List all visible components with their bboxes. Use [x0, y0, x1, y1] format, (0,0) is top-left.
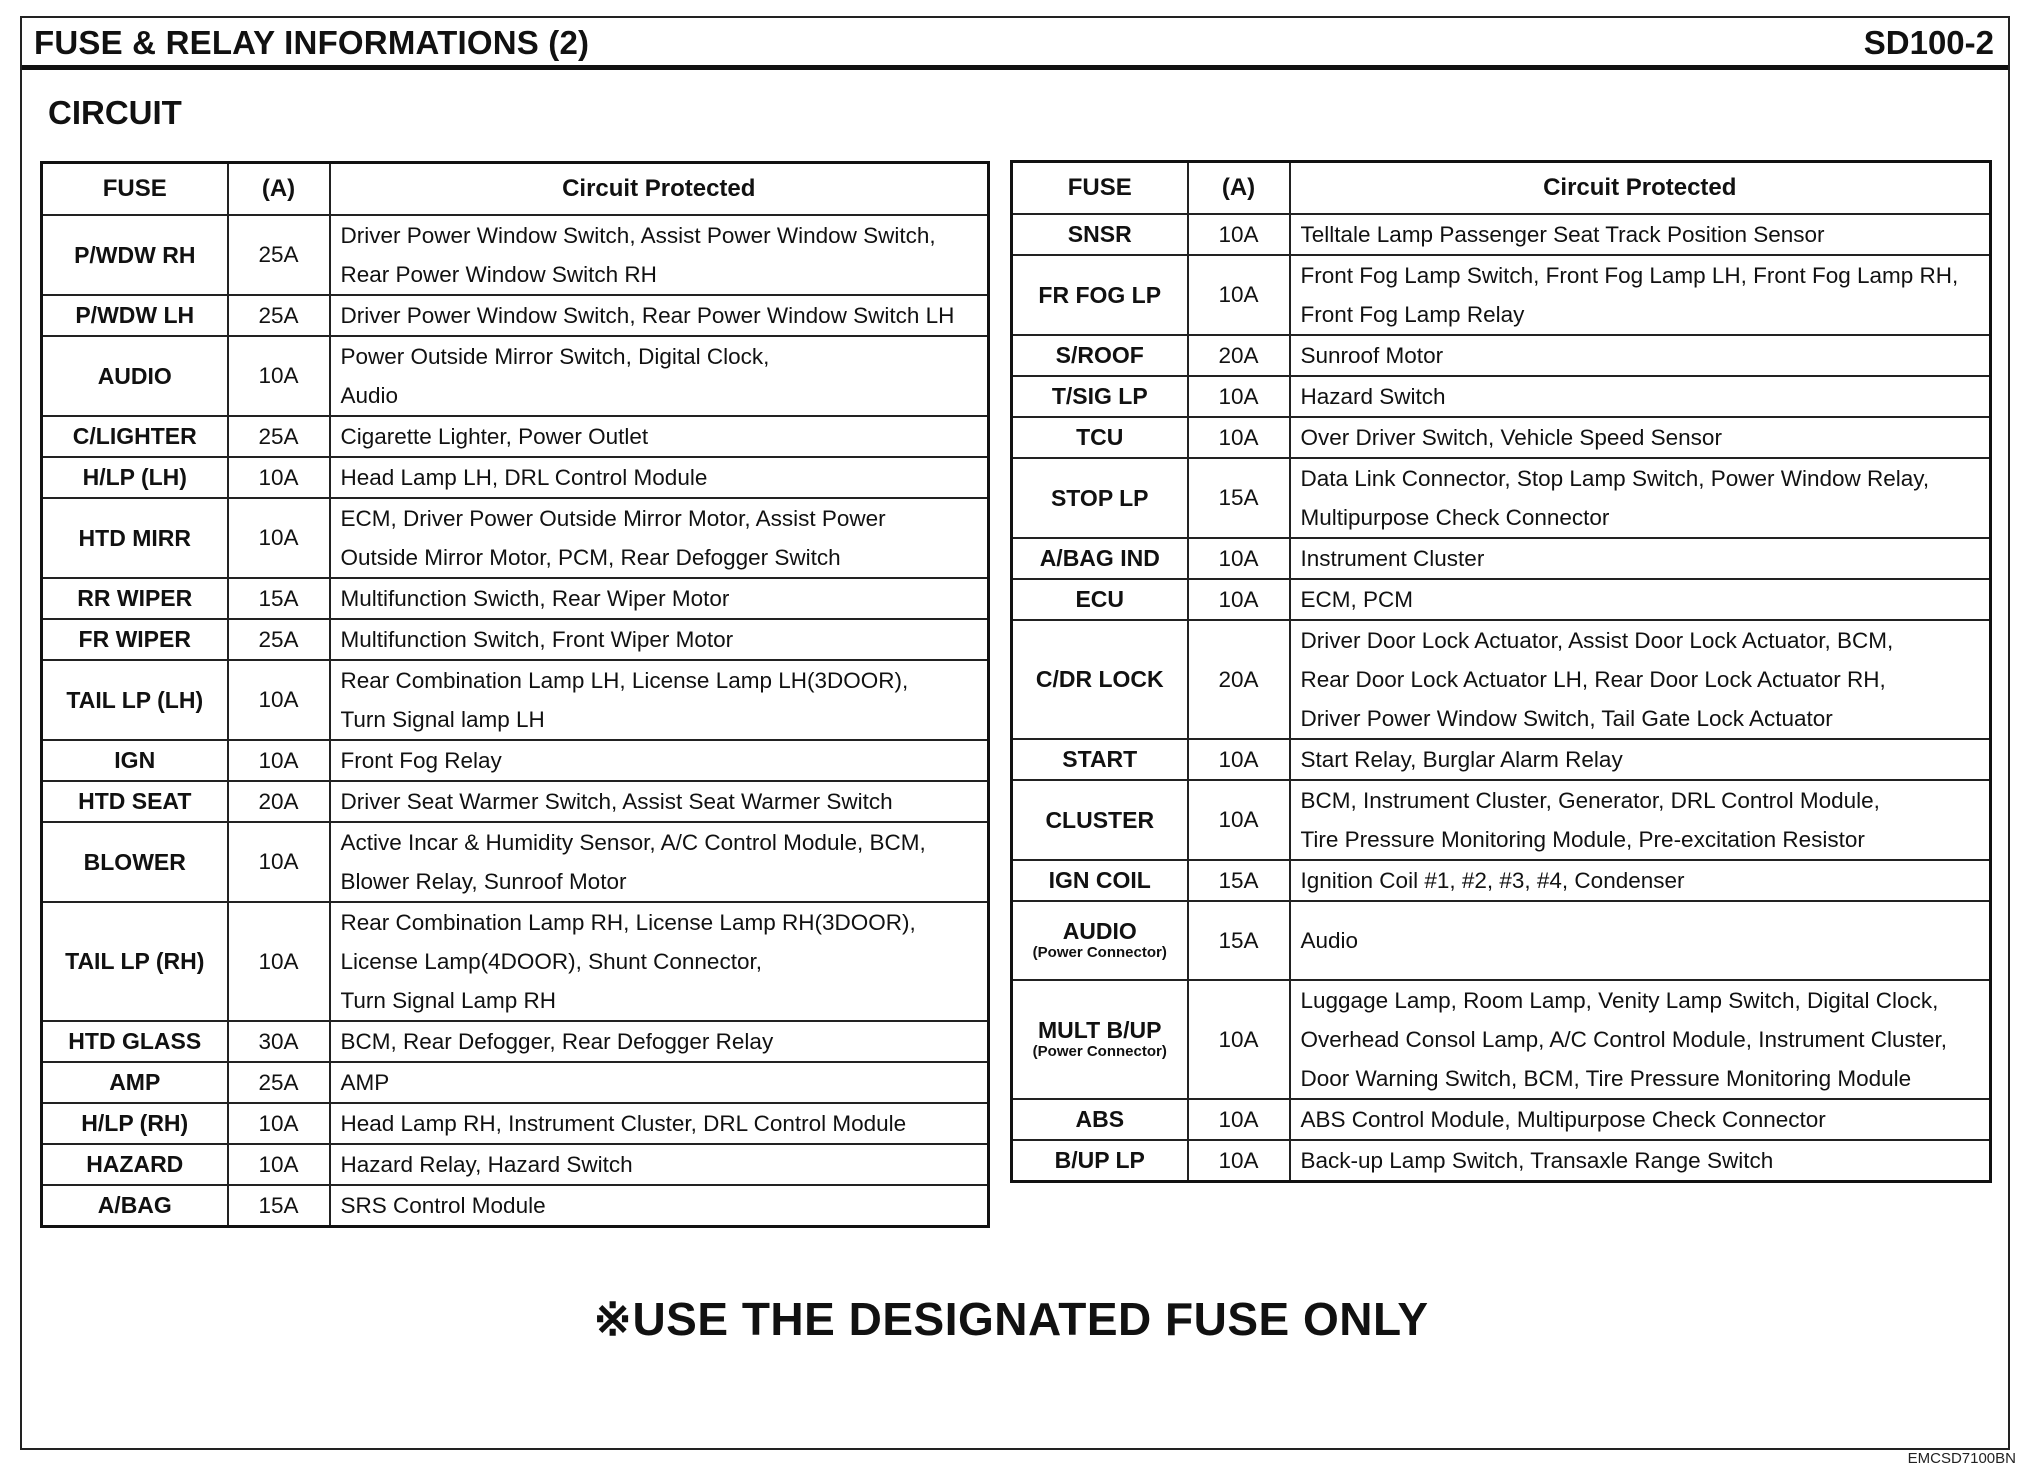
fuse-column-header: FUSE: [42, 163, 228, 215]
fuse-name: P/WDW RH: [74, 241, 196, 268]
circuit-protected-cell: [330, 1021, 989, 1062]
circuit-protected-cell: [330, 781, 989, 822]
fuse-name-cell: [1012, 579, 1188, 620]
fuse-name-cell: [42, 1062, 228, 1103]
fuse-name-cell: [42, 416, 228, 457]
fuse-name-cell: [42, 1185, 228, 1227]
fuse-amperage: 10A: [1188, 255, 1290, 335]
fuse-amperage: 10A: [1188, 214, 1290, 255]
circuit-protected-cell: [330, 660, 989, 740]
fuse-amperage: 20A: [1188, 335, 1290, 376]
circuit-line: Multipurpose Check Connector: [1300, 504, 1610, 530]
fuse-amperage: 10A: [1188, 780, 1290, 860]
circuit-column-header: Circuit Protected: [330, 163, 989, 215]
circuit-line: Driver Seat Warmer Switch, Assist Seat Warmer Switch: [340, 788, 893, 814]
circuit-line: Start Relay, Burglar Alarm Relay: [1300, 746, 1623, 772]
circuit-protected-cell: [1290, 1140, 1991, 1182]
circuit-protected-cell: [1290, 417, 1991, 458]
fuse-amperage: 10A: [1188, 1140, 1290, 1182]
fuse-name: SNSR: [1067, 221, 1132, 247]
fuse-name-cell: [1012, 335, 1188, 376]
fuse-name: AUDIO: [97, 362, 172, 389]
fuse-name-cell: [1012, 376, 1188, 417]
fuse-amperage: 10A: [228, 457, 330, 498]
fuse-amperage: 10A: [228, 660, 330, 740]
circuit-line: Rear Power Window Switch RH: [340, 261, 657, 287]
fuse-name: RR WIPER: [77, 585, 193, 611]
circuit-line: Audio: [340, 382, 399, 408]
fuse-amperage: 25A: [228, 416, 330, 457]
table-row: [42, 336, 989, 416]
fuse-amperage: 10A: [228, 902, 330, 1021]
table-row: [1012, 1140, 1991, 1182]
table-row: [1012, 901, 1991, 980]
amp-column-header: (A): [1188, 162, 1290, 214]
circuit-protected-cell: [330, 416, 989, 457]
circuit-protected-cell: [330, 619, 989, 660]
circuit-line: BCM, Instrument Cluster, Generator, DRL Control Module,: [1300, 787, 1880, 813]
fuse-amperage: 10A: [1188, 579, 1290, 620]
circuit-line: Door Warning Switch, BCM, Tire Pressure Monitoring Module: [1300, 1065, 1912, 1091]
circuit-protected-cell: [330, 215, 989, 295]
circuit-line: SRS Control Module: [340, 1192, 546, 1218]
table-row: [1012, 1099, 1991, 1140]
circuit-protected-cell: [1290, 901, 1991, 980]
fuse-name: H/LP (LH): [82, 464, 187, 490]
circuit-protected-cell: [330, 1062, 989, 1103]
fuse-name-cell: [1012, 860, 1188, 901]
circuit-line: Instrument Cluster: [1300, 545, 1485, 571]
table-row: [42, 498, 989, 578]
fuse-name-cell: [1012, 901, 1188, 980]
circuit-protected-cell: [1290, 538, 1991, 579]
circuit-line: Ignition Coil #1, #2, #3, #4, Condenser: [1300, 867, 1685, 893]
circuit-protected-cell: [1290, 860, 1991, 901]
table-row: [42, 1062, 989, 1103]
fuse-name: C/LIGHTER: [72, 423, 197, 449]
footer-code: EMCSD7100BN: [1907, 1450, 2016, 1467]
circuit-line: Outside Mirror Motor, PCM, Rear Defogger Switch: [340, 544, 841, 570]
circuit-line: Overhead Consol Lamp, A/C Control Module, Instrument Cluster,: [1300, 1026, 1948, 1052]
left-table-body: [42, 215, 989, 1227]
amp-column-header: (A): [228, 163, 330, 215]
fuse-amperage: 20A: [1188, 620, 1290, 739]
right-fuse-table: [1010, 160, 1992, 1183]
fuse-name: BLOWER: [83, 848, 186, 875]
circuit-line: Head Lamp RH, Instrument Cluster, DRL Control Module: [340, 1110, 907, 1136]
fuse-name-cell: [42, 498, 228, 578]
table-row: [42, 619, 989, 660]
fuse-name: ABS: [1075, 1106, 1125, 1132]
fuse-amperage: 10A: [228, 1144, 330, 1185]
fuse-name: TAIL LP (RH): [65, 948, 205, 974]
fuse-amperage: 20A: [228, 781, 330, 822]
fuse-name: FR WIPER: [78, 626, 191, 652]
fuse-name: A/BAG: [97, 1192, 172, 1218]
circuit-line: Driver Power Window Switch, Assist Power Window Switch,: [340, 222, 936, 248]
circuit-protected-cell: [1290, 214, 1991, 255]
fuse-name-cell: [1012, 417, 1188, 458]
table-row: [42, 295, 989, 336]
fuse-name: START: [1062, 746, 1138, 772]
table-row: [42, 416, 989, 457]
fuse-name: IGN: [114, 747, 156, 773]
table-row: [42, 660, 989, 740]
fuse-amperage: 15A: [1188, 860, 1290, 901]
circuit-protected-cell: [330, 1144, 989, 1185]
table-row: [1012, 335, 1991, 376]
circuit-line: License Lamp(4DOOR), Shunt Connector,: [340, 948, 762, 974]
circuit-line: Driver Door Lock Actuator, Assist Door Lock Actuator, BCM,: [1300, 627, 1894, 653]
fuse-name: HTD MIRR: [78, 524, 191, 551]
circuit-protected-cell: [330, 1185, 989, 1227]
page-code: SD100-2: [1863, 24, 1994, 61]
table-row: [42, 215, 989, 295]
circuit-protected-cell: [1290, 458, 1991, 538]
table-row: [42, 822, 989, 902]
circuit-line: Power Outside Mirror Switch, Digital Clock,: [340, 343, 770, 369]
circuit-line: ABS Control Module, Multipurpose Check Connector: [1300, 1106, 1826, 1132]
fuse-amperage: 10A: [1188, 1099, 1290, 1140]
table-row: [1012, 860, 1991, 901]
circuit-line: Front Fog Relay: [340, 747, 502, 773]
fuse-column-header: FUSE: [1012, 162, 1188, 214]
fuse-name: HAZARD: [86, 1151, 184, 1177]
fuse-name-cell: [42, 336, 228, 416]
table-row: [42, 1185, 989, 1227]
circuit-line: Blower Relay, Sunroof Motor: [340, 868, 627, 894]
circuit-line: Cigarette Lighter, Power Outlet: [340, 423, 649, 449]
fuse-name: HTD SEAT: [78, 788, 192, 814]
circuit-protected-cell: [330, 1103, 989, 1144]
fuse-name-cell: [42, 619, 228, 660]
circuit-line: Multifunction Switch, Front Wiper Motor: [340, 626, 734, 652]
circuit-protected-cell: [330, 336, 989, 416]
circuit-protected-cell: [1290, 980, 1991, 1099]
table-row: [1012, 458, 1991, 538]
table-row: [1012, 214, 1991, 255]
table-row: [42, 1021, 989, 1062]
circuit-protected-cell: [330, 295, 989, 336]
table-header-row: [42, 163, 989, 215]
circuit-protected-cell: [330, 822, 989, 902]
page-header: [22, 18, 2008, 70]
fuse-name-cell: [1012, 980, 1188, 1099]
fuse-name-cell: [42, 902, 228, 1021]
circuit-line: Driver Power Window Switch, Rear Power Window Switch LH: [340, 302, 955, 328]
circuit-line: Driver Power Window Switch, Tail Gate Lock Actuator: [1300, 705, 1833, 731]
circuit-line: Back-up Lamp Switch, Transaxle Range Switch: [1300, 1147, 1774, 1173]
circuit-protected-cell: [1290, 579, 1991, 620]
fuse-amperage: 25A: [228, 619, 330, 660]
fuse-name: T/SIG LP: [1051, 383, 1148, 409]
circuit-protected-cell: [1290, 376, 1991, 417]
circuit-line: Active Incar & Humidity Sensor, A/C Control Module, BCM,: [340, 829, 926, 855]
fuse-name: P/WDW LH: [75, 302, 195, 328]
fuse-name-cell: [1012, 1099, 1188, 1140]
fuse-amperage: 10A: [228, 336, 330, 416]
table-row: [1012, 538, 1991, 579]
fuse-name-cell: [1012, 214, 1188, 255]
circuit-protected-cell: [330, 740, 989, 781]
circuit-protected-cell: [330, 457, 989, 498]
fuse-name-cell: [1012, 458, 1188, 538]
fuse-amperage: 25A: [228, 215, 330, 295]
fuse-name: TAIL LP (LH): [66, 686, 204, 713]
circuit-line: BCM, Rear Defogger, Rear Defogger Relay: [340, 1028, 774, 1054]
fuse-amperage: 10A: [228, 740, 330, 781]
fuse-amperage: 15A: [228, 578, 330, 619]
fuse-name-cell: [42, 295, 228, 336]
fuse-name: C/DR LOCK: [1035, 666, 1164, 692]
fuse-name-cell: [1012, 739, 1188, 780]
fuse-name: HTD GLASS: [68, 1028, 202, 1054]
left-fuse-table: [40, 161, 990, 1228]
table-row: [42, 902, 989, 1021]
circuit-line: ECM, Driver Power Outside Mirror Motor, Assist Power: [340, 505, 886, 531]
fuse-amperage: 25A: [228, 295, 330, 336]
fuse-amperage: 15A: [1188, 901, 1290, 980]
circuit-line: Multifunction Swicth, Rear Wiper Motor: [340, 585, 730, 611]
fuse-subtitle: (Power Connector): [1032, 944, 1167, 961]
circuit-line: Tire Pressure Monitoring Module, Pre-excitation Resistor: [1300, 826, 1865, 852]
table-row: [1012, 980, 1991, 1099]
fuse-amperage: 10A: [1188, 417, 1290, 458]
table-row: [1012, 780, 1991, 860]
fuse-name: B/UP LP: [1054, 1147, 1145, 1173]
table-row: [42, 781, 989, 822]
circuit-line: Sunroof Motor: [1300, 342, 1444, 368]
fuse-amperage: 10A: [228, 822, 330, 902]
circuit-protected-cell: [1290, 255, 1991, 335]
fuse-name-cell: [1012, 538, 1188, 579]
fuse-name: H/LP (RH): [81, 1110, 189, 1136]
circuit-line: Hazard Switch: [1300, 383, 1446, 409]
fuse-name-cell: [42, 822, 228, 902]
table-row: [42, 740, 989, 781]
circuit-line: Rear Combination Lamp RH, License Lamp RH(3DOOR),: [340, 909, 916, 935]
fuse-name: FR FOG LP: [1038, 281, 1162, 308]
designated-fuse-notice: ※USE THE DESIGNATED FUSE ONLY: [593, 1293, 1429, 1345]
fuse-name-cell: [42, 1021, 228, 1062]
fuse-amperage: 10A: [1188, 739, 1290, 780]
circuit-protected-cell: [330, 498, 989, 578]
circuit-line: Data Link Connector, Stop Lamp Switch, Power Window Relay,: [1300, 465, 1930, 491]
circuit-line: Front Fog Lamp Relay: [1300, 301, 1525, 327]
fuse-name-cell: [1012, 255, 1188, 335]
table-row: [1012, 579, 1991, 620]
fuse-name: A/BAG IND: [1039, 545, 1160, 571]
fuse-name: ECU: [1075, 586, 1125, 612]
table-row: [42, 1144, 989, 1185]
fuse-amperage: 10A: [1188, 376, 1290, 417]
right-table-body: [1012, 214, 1991, 1182]
circuit-line: Front Fog Lamp Switch, Front Fog Lamp LH, Front Fog Lamp RH,: [1300, 262, 1959, 288]
table-header-row: [1012, 162, 1991, 214]
fuse-name: IGN COIL: [1048, 867, 1151, 893]
fuse-name-cell: [1012, 780, 1188, 860]
fuse-name-cell: [42, 781, 228, 822]
table-row: [42, 1103, 989, 1144]
table-row: [1012, 620, 1991, 739]
circuit-line: Rear Door Lock Actuator LH, Rear Door Lock Actuator RH,: [1300, 666, 1886, 692]
circuit-line: Telltale Lamp Passenger Seat Track Position Sensor: [1300, 221, 1825, 247]
circuit-line: Hazard Relay, Hazard Switch: [340, 1151, 633, 1177]
circuit-protected-cell: [1290, 335, 1991, 376]
circuit-line: Over Driver Switch, Vehicle Speed Sensor: [1300, 424, 1722, 450]
fuse-name: AMP: [109, 1069, 161, 1095]
table-row: [1012, 417, 1991, 458]
circuit-protected-cell: [1290, 739, 1991, 780]
fuse-name-cell: [42, 215, 228, 295]
section-title: CIRCUIT: [48, 94, 182, 131]
circuit-line: Turn Signal lamp LH: [340, 706, 545, 732]
fuse-name: MULT B/UP: [1037, 1017, 1162, 1043]
circuit-line: Head Lamp LH, DRL Control Module: [340, 464, 708, 490]
circuit-line: ECM, PCM: [1300, 586, 1413, 612]
table-row: [42, 457, 989, 498]
fuse-name-cell: [42, 1144, 228, 1185]
fuse-name-cell: [42, 660, 228, 740]
circuit-line: Luggage Lamp, Room Lamp, Venity Lamp Switch, Digital Clock,: [1300, 987, 1939, 1013]
fuse-amperage: 15A: [228, 1185, 330, 1227]
fuse-name-cell: [42, 457, 228, 498]
table-row: [1012, 376, 1991, 417]
fuse-name-cell: [42, 1103, 228, 1144]
circuit-protected-cell: [1290, 1099, 1991, 1140]
fuse-amperage: 10A: [228, 498, 330, 578]
fuse-amperage: 10A: [228, 1103, 330, 1144]
fuse-name: S/ROOF: [1055, 342, 1144, 368]
fuse-name: CLUSTER: [1045, 806, 1155, 833]
fuse-name-cell: [42, 740, 228, 781]
circuit-line: Turn Signal Lamp RH: [340, 987, 557, 1013]
fuse-name-cell: [42, 578, 228, 619]
fuse-subtitle: (Power Connector): [1032, 1043, 1167, 1060]
fuse-amperage: 25A: [228, 1062, 330, 1103]
fuse-amperage: 30A: [228, 1021, 330, 1062]
fuse-amperage: 10A: [1188, 538, 1290, 579]
circuit-protected-cell: [1290, 780, 1991, 860]
page-title: FUSE & RELAY INFORMATIONS (2): [34, 24, 590, 61]
fuse-amperage: 10A: [1188, 980, 1290, 1099]
fuse-name-cell: [1012, 620, 1188, 739]
fuse-name: AUDIO: [1062, 918, 1137, 944]
fuse-amperage: 15A: [1188, 458, 1290, 538]
circuit-line: Rear Combination Lamp LH, License Lamp LH(3DOOR),: [340, 667, 909, 693]
fuse-name-cell: [1012, 1140, 1188, 1182]
circuit-line: AMP: [340, 1069, 390, 1095]
table-row: [42, 578, 989, 619]
fuse-name: TCU: [1076, 424, 1124, 450]
circuit-protected-cell: [330, 578, 989, 619]
table-row: [1012, 255, 1991, 335]
fuse-name: STOP LP: [1050, 484, 1149, 511]
circuit-protected-cell: [1290, 620, 1991, 739]
circuit-column-header: Circuit Protected: [1290, 162, 1991, 214]
circuit-line: Audio: [1300, 927, 1359, 953]
circuit-protected-cell: [330, 902, 989, 1021]
table-row: [1012, 739, 1991, 780]
